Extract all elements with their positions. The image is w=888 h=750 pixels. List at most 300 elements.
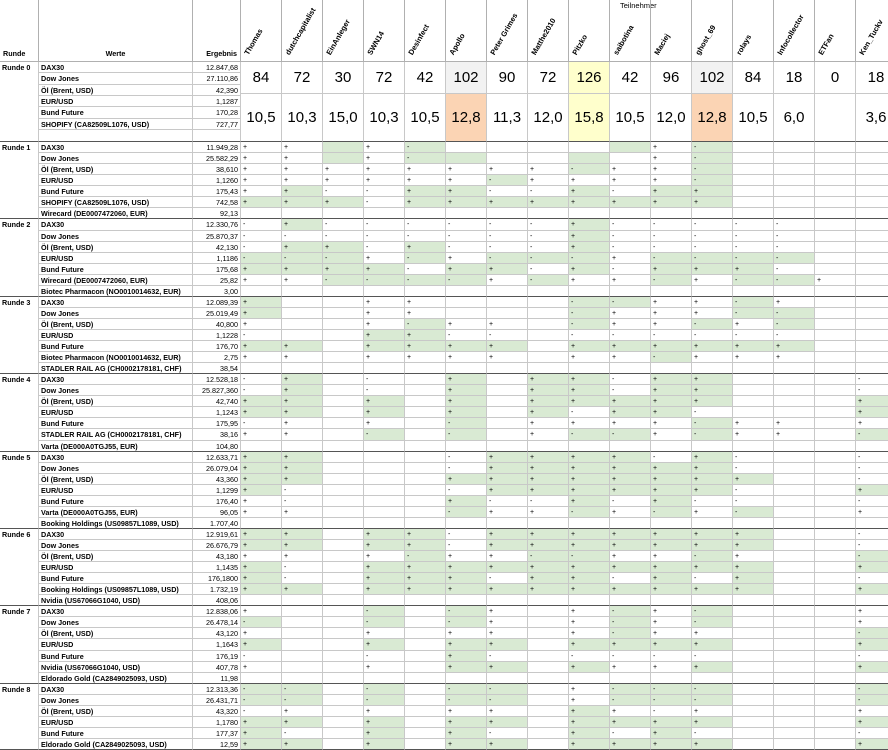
tip-cell[interactable]: - [651, 452, 692, 463]
points-cell[interactable]: 84 [241, 62, 282, 94]
tip-cell[interactable]: - [692, 695, 733, 706]
tip-cell[interactable] [487, 363, 528, 374]
tip-cell[interactable]: + [692, 628, 733, 639]
tip-cell[interactable] [774, 684, 815, 695]
tip-cell[interactable]: + [282, 385, 323, 396]
tip-cell[interactable]: + [651, 297, 692, 308]
werte-cell[interactable]: STADLER RAIL AG (CH0002178181, CHF) [39, 363, 193, 374]
tip-cell[interactable] [815, 363, 856, 374]
tip-cell[interactable] [815, 474, 856, 485]
tip-cell[interactable] [774, 186, 815, 197]
tip-cell[interactable]: + [815, 275, 856, 286]
ergebnis-cell[interactable]: 12.633,71 [193, 452, 241, 463]
tip-cell[interactable]: - [856, 429, 888, 440]
tip-cell[interactable] [733, 717, 774, 728]
tip-cell[interactable]: + [569, 186, 610, 197]
tip-cell[interactable]: - [569, 319, 610, 330]
tip-cell[interactable]: + [487, 319, 528, 330]
ergebnis-cell[interactable]: 43,180 [193, 551, 241, 562]
tip-cell[interactable]: + [528, 385, 569, 396]
tip-cell[interactable]: + [364, 628, 405, 639]
tip-cell[interactable]: - [487, 242, 528, 253]
tip-cell[interactable] [241, 208, 282, 219]
tip-cell[interactable] [733, 628, 774, 639]
tip-cell[interactable] [487, 407, 528, 418]
tip-cell[interactable]: + [528, 175, 569, 186]
tip-cell[interactable] [364, 507, 405, 518]
tip-cell[interactable]: + [282, 164, 323, 175]
tip-cell[interactable] [282, 297, 323, 308]
tip-cell[interactable] [733, 706, 774, 717]
ergebnis-cell[interactable]: 42,390 [193, 85, 241, 96]
tip-cell[interactable] [528, 706, 569, 717]
tip-cell[interactable]: + [610, 662, 651, 673]
tip-cell[interactable]: + [446, 651, 487, 662]
tip-cell[interactable] [815, 352, 856, 363]
ergebnis-cell[interactable]: 27.110,86 [193, 73, 241, 84]
tip-cell[interactable]: - [282, 496, 323, 507]
tip-cell[interactable]: + [569, 341, 610, 352]
average-cell[interactable]: 12,8 [692, 94, 733, 142]
tip-cell[interactable]: - [364, 617, 405, 628]
tip-cell[interactable] [815, 540, 856, 551]
tip-cell[interactable]: + [282, 584, 323, 595]
tip-cell[interactable]: + [487, 264, 528, 275]
tip-cell[interactable] [856, 330, 888, 341]
tip-cell[interactable]: - [528, 551, 569, 562]
tip-cell[interactable]: + [569, 684, 610, 695]
tip-cell[interactable] [405, 418, 446, 429]
tip-cell[interactable]: + [692, 485, 733, 496]
tip-cell[interactable] [528, 728, 569, 739]
tip-cell[interactable] [323, 396, 364, 407]
werte-cell[interactable]: Dow Jones [39, 231, 193, 242]
tip-cell[interactable]: - [692, 153, 733, 164]
tip-cell[interactable]: + [528, 407, 569, 418]
tip-cell[interactable]: - [446, 540, 487, 551]
tip-cell[interactable]: + [446, 551, 487, 562]
tip-cell[interactable] [774, 739, 815, 750]
tip-cell[interactable] [733, 651, 774, 662]
tip-cell[interactable]: + [856, 507, 888, 518]
tip-cell[interactable]: + [282, 418, 323, 429]
tip-cell[interactable]: - [610, 231, 651, 242]
tip-cell[interactable]: - [733, 485, 774, 496]
tip-cell[interactable]: + [364, 407, 405, 418]
tip-cell[interactable]: + [856, 617, 888, 628]
tip-cell[interactable]: - [241, 385, 282, 396]
participant-header-cell[interactable] [815, 0, 856, 62]
tip-cell[interactable]: - [692, 573, 733, 584]
points-cell[interactable]: 84 [733, 62, 774, 94]
tip-cell[interactable] [856, 219, 888, 230]
tip-cell[interactable] [774, 606, 815, 617]
tip-cell[interactable]: + [733, 584, 774, 595]
tip-cell[interactable] [692, 208, 733, 219]
ergebnis-cell[interactable]: 176,40 [193, 496, 241, 507]
tip-cell[interactable] [856, 153, 888, 164]
tip-cell[interactable]: + [569, 662, 610, 673]
tip-cell[interactable] [815, 584, 856, 595]
tip-cell[interactable] [651, 286, 692, 297]
tip-cell[interactable] [241, 441, 282, 452]
tip-cell[interactable] [487, 429, 528, 440]
tip-cell[interactable]: + [241, 628, 282, 639]
tip-cell[interactable]: - [364, 242, 405, 253]
werte-cell[interactable]: Varta (DE000A0TGJ55, EUR) [39, 507, 193, 518]
tip-cell[interactable]: - [733, 275, 774, 286]
tip-cell[interactable]: + [487, 617, 528, 628]
tip-cell[interactable]: + [610, 418, 651, 429]
tip-cell[interactable]: + [528, 452, 569, 463]
tip-cell[interactable]: - [569, 429, 610, 440]
tip-cell[interactable]: + [405, 529, 446, 540]
participant-header-cell[interactable] [651, 0, 692, 62]
points-cell[interactable]: 90 [487, 62, 528, 94]
tip-cell[interactable]: + [774, 418, 815, 429]
tip-cell[interactable] [323, 706, 364, 717]
tip-cell[interactable] [815, 164, 856, 175]
tip-cell[interactable] [774, 728, 815, 739]
tip-cell[interactable]: - [610, 496, 651, 507]
tip-cell[interactable]: - [241, 418, 282, 429]
tip-cell[interactable]: + [487, 540, 528, 551]
tip-cell[interactable] [856, 142, 888, 153]
tip-cell[interactable] [405, 595, 446, 606]
tip-cell[interactable]: - [569, 297, 610, 308]
tip-cell[interactable] [856, 518, 888, 529]
tip-cell[interactable] [323, 319, 364, 330]
tip-cell[interactable]: + [569, 706, 610, 717]
tip-cell[interactable] [815, 606, 856, 617]
tip-cell[interactable] [651, 595, 692, 606]
tip-cell[interactable]: - [651, 253, 692, 264]
tip-cell[interactable]: + [692, 463, 733, 474]
tip-cell[interactable]: + [651, 385, 692, 396]
tip-cell[interactable] [774, 463, 815, 474]
tip-cell[interactable]: + [610, 474, 651, 485]
tip-cell[interactable]: - [487, 695, 528, 706]
tip-cell[interactable]: + [487, 275, 528, 286]
tip-cell[interactable] [815, 452, 856, 463]
tip-cell[interactable] [323, 684, 364, 695]
tip-cell[interactable] [405, 429, 446, 440]
tip-cell[interactable]: - [323, 219, 364, 230]
tip-cell[interactable]: + [856, 562, 888, 573]
tip-cell[interactable] [733, 385, 774, 396]
tip-cell[interactable] [774, 662, 815, 673]
tip-cell[interactable] [528, 341, 569, 352]
werte-cell[interactable]: Dow Jones [39, 463, 193, 474]
tip-cell[interactable]: - [610, 330, 651, 341]
average-cell[interactable]: 10,5 [405, 94, 446, 142]
tip-cell[interactable]: + [651, 628, 692, 639]
participant-header-cell[interactable] [610, 0, 651, 62]
tip-cell[interactable] [282, 617, 323, 628]
tip-cell[interactable]: - [651, 684, 692, 695]
tip-cell[interactable]: + [241, 639, 282, 650]
tip-cell[interactable]: - [282, 253, 323, 264]
tip-cell[interactable] [405, 684, 446, 695]
participant-header-cell[interactable] [446, 0, 487, 62]
tip-cell[interactable]: - [405, 231, 446, 242]
tip-cell[interactable]: + [446, 739, 487, 750]
tip-cell[interactable]: - [651, 352, 692, 363]
tip-cell[interactable]: + [569, 617, 610, 628]
tip-cell[interactable] [815, 628, 856, 639]
tip-cell[interactable]: - [446, 684, 487, 695]
tip-cell[interactable]: + [405, 352, 446, 363]
tip-cell[interactable]: + [856, 662, 888, 673]
tip-cell[interactable] [323, 529, 364, 540]
tip-cell[interactable] [733, 164, 774, 175]
participant-header-cell[interactable] [856, 0, 888, 62]
tip-cell[interactable]: + [528, 396, 569, 407]
tip-cell[interactable]: + [569, 275, 610, 286]
tip-cell[interactable]: - [323, 253, 364, 264]
tip-cell[interactable] [774, 518, 815, 529]
ergebnis-cell[interactable]: 175,43 [193, 186, 241, 197]
werte-cell[interactable]: EUR/USD [39, 485, 193, 496]
tip-cell[interactable]: - [692, 684, 733, 695]
tip-cell[interactable] [856, 286, 888, 297]
tip-cell[interactable]: + [364, 717, 405, 728]
tip-cell[interactable]: - [651, 507, 692, 518]
tip-cell[interactable]: + [282, 352, 323, 363]
tip-cell[interactable]: - [733, 330, 774, 341]
tip-cell[interactable]: - [610, 219, 651, 230]
tip-cell[interactable]: + [692, 639, 733, 650]
tip-cell[interactable]: + [282, 507, 323, 518]
tip-cell[interactable] [733, 639, 774, 650]
tip-cell[interactable]: - [528, 264, 569, 275]
ergebnis-cell[interactable]: 175,68 [193, 264, 241, 275]
tip-cell[interactable]: + [241, 606, 282, 617]
tip-cell[interactable] [815, 639, 856, 650]
tip-cell[interactable] [856, 595, 888, 606]
tip-cell[interactable]: + [446, 662, 487, 673]
tip-cell[interactable]: + [610, 584, 651, 595]
tip-cell[interactable] [651, 441, 692, 452]
tip-cell[interactable]: + [241, 562, 282, 573]
tip-cell[interactable] [774, 474, 815, 485]
tip-cell[interactable]: + [651, 142, 692, 153]
tip-cell[interactable]: + [692, 452, 733, 463]
tip-cell[interactable]: + [651, 562, 692, 573]
tip-cell[interactable]: + [651, 540, 692, 551]
tip-cell[interactable]: - [487, 219, 528, 230]
tip-cell[interactable]: + [241, 396, 282, 407]
tip-cell[interactable] [323, 341, 364, 352]
tip-cell[interactable]: - [856, 463, 888, 474]
tip-cell[interactable] [364, 474, 405, 485]
tip-cell[interactable]: + [446, 562, 487, 573]
tip-cell[interactable]: + [651, 429, 692, 440]
tip-cell[interactable] [733, 728, 774, 739]
werte-cell[interactable]: Dow Jones [39, 73, 193, 84]
ergebnis-cell[interactable]: 407,78 [193, 662, 241, 673]
tip-cell[interactable]: + [856, 396, 888, 407]
tip-cell[interactable]: - [651, 242, 692, 253]
tip-cell[interactable] [569, 286, 610, 297]
points-cell[interactable]: 102 [446, 62, 487, 94]
tip-cell[interactable] [815, 418, 856, 429]
tip-cell[interactable]: - [528, 242, 569, 253]
tip-cell[interactable]: + [364, 175, 405, 186]
tip-cell[interactable]: - [241, 219, 282, 230]
tip-cell[interactable]: + [282, 529, 323, 540]
tip-cell[interactable] [405, 651, 446, 662]
tip-cell[interactable]: - [528, 275, 569, 286]
tip-cell[interactable] [405, 518, 446, 529]
tip-cell[interactable] [446, 308, 487, 319]
tip-cell[interactable] [733, 617, 774, 628]
tip-cell[interactable]: - [733, 219, 774, 230]
tip-cell[interactable]: - [692, 606, 733, 617]
ergebnis-cell[interactable]: 408,06 [193, 595, 241, 606]
werte-cell[interactable]: EUR/USD [39, 562, 193, 573]
tip-cell[interactable] [528, 739, 569, 750]
tip-cell[interactable]: + [569, 463, 610, 474]
werte-cell[interactable]: EUR/USD [39, 407, 193, 418]
tip-cell[interactable] [815, 706, 856, 717]
tip-cell[interactable]: - [733, 231, 774, 242]
tip-cell[interactable]: - [733, 253, 774, 264]
tip-cell[interactable] [774, 208, 815, 219]
tip-cell[interactable] [610, 673, 651, 684]
participant-header-cell[interactable] [323, 0, 364, 62]
ergebnis-cell[interactable]: 25.870,37 [193, 231, 241, 242]
ergebnis-cell[interactable]: 742,58 [193, 197, 241, 208]
tip-cell[interactable]: + [241, 584, 282, 595]
tip-cell[interactable]: - [569, 164, 610, 175]
tip-cell[interactable]: + [282, 341, 323, 352]
werte-cell[interactable]: EUR/USD [39, 639, 193, 650]
tip-cell[interactable] [569, 673, 610, 684]
tip-cell[interactable] [733, 595, 774, 606]
tip-cell[interactable]: + [282, 264, 323, 275]
werte-cell[interactable]: Bund Future [39, 728, 193, 739]
tip-cell[interactable]: + [364, 662, 405, 673]
tip-cell[interactable]: + [610, 639, 651, 650]
tip-cell[interactable]: + [241, 186, 282, 197]
tip-cell[interactable]: + [405, 562, 446, 573]
tip-cell[interactable]: + [282, 142, 323, 153]
tip-cell[interactable]: + [446, 407, 487, 418]
tip-cell[interactable] [856, 352, 888, 363]
tip-cell[interactable]: + [364, 728, 405, 739]
tip-cell[interactable]: - [405, 219, 446, 230]
tip-cell[interactable]: - [651, 330, 692, 341]
tip-cell[interactable]: + [446, 396, 487, 407]
tip-cell[interactable]: + [569, 739, 610, 750]
tip-cell[interactable]: + [692, 341, 733, 352]
tip-cell[interactable]: + [569, 496, 610, 507]
tip-cell[interactable]: + [692, 739, 733, 750]
tip-cell[interactable]: - [774, 308, 815, 319]
ergebnis-cell[interactable]: 1,1186 [193, 253, 241, 264]
tip-cell[interactable]: + [528, 507, 569, 518]
tip-cell[interactable]: + [651, 153, 692, 164]
tip-cell[interactable]: + [610, 739, 651, 750]
tip-cell[interactable]: - [692, 219, 733, 230]
tip-cell[interactable] [528, 617, 569, 628]
werte-cell[interactable]: Booking Holdings (US09857L1089, USD) [39, 584, 193, 595]
werte-cell[interactable] [39, 130, 193, 142]
tip-cell[interactable]: + [569, 385, 610, 396]
tip-cell[interactable] [282, 628, 323, 639]
ergebnis-cell[interactable]: 42,130 [193, 242, 241, 253]
tip-cell[interactable]: + [282, 463, 323, 474]
tip-cell[interactable]: - [692, 253, 733, 264]
tip-cell[interactable] [528, 695, 569, 706]
tip-cell[interactable] [446, 673, 487, 684]
tip-cell[interactable]: - [364, 231, 405, 242]
tip-cell[interactable]: - [405, 264, 446, 275]
average-cell[interactable]: 10,3 [282, 94, 323, 142]
tip-cell[interactable]: - [692, 418, 733, 429]
ergebnis-cell[interactable]: 2,75 [193, 352, 241, 363]
tip-cell[interactable]: + [651, 175, 692, 186]
tip-cell[interactable]: + [733, 562, 774, 573]
tip-cell[interactable] [815, 308, 856, 319]
tip-cell[interactable]: + [446, 352, 487, 363]
tip-cell[interactable]: - [364, 385, 405, 396]
ergebnis-cell[interactable]: 12.089,39 [193, 297, 241, 308]
tip-cell[interactable]: - [446, 463, 487, 474]
tip-cell[interactable]: - [241, 253, 282, 264]
tip-cell[interactable] [528, 286, 569, 297]
tip-cell[interactable] [733, 208, 774, 219]
tip-cell[interactable]: + [364, 330, 405, 341]
tip-cell[interactable]: + [569, 606, 610, 617]
tip-cell[interactable]: + [405, 164, 446, 175]
tip-cell[interactable] [282, 662, 323, 673]
tip-cell[interactable] [733, 286, 774, 297]
tip-cell[interactable] [528, 651, 569, 662]
tip-cell[interactable]: + [610, 717, 651, 728]
tip-cell[interactable]: + [569, 396, 610, 407]
tip-cell[interactable] [405, 639, 446, 650]
tip-cell[interactable] [733, 153, 774, 164]
ergebnis-cell[interactable]: 26.676,79 [193, 540, 241, 551]
tip-cell[interactable]: + [651, 407, 692, 418]
tip-cell[interactable] [774, 396, 815, 407]
tip-cell[interactable] [733, 739, 774, 750]
tip-cell[interactable] [323, 573, 364, 584]
tip-cell[interactable]: + [856, 606, 888, 617]
tip-cell[interactable] [528, 518, 569, 529]
tip-cell[interactable]: + [651, 319, 692, 330]
tip-cell[interactable]: + [241, 485, 282, 496]
tip-cell[interactable]: + [241, 474, 282, 485]
tip-cell[interactable] [405, 441, 446, 452]
tip-cell[interactable]: + [487, 706, 528, 717]
tip-cell[interactable]: - [241, 231, 282, 242]
points-cell[interactable]: 18 [856, 62, 888, 94]
tip-cell[interactable]: - [733, 242, 774, 253]
tip-cell[interactable] [487, 396, 528, 407]
tip-cell[interactable]: + [241, 507, 282, 518]
tip-cell[interactable]: - [610, 606, 651, 617]
tip-cell[interactable] [733, 374, 774, 385]
tip-cell[interactable] [815, 463, 856, 474]
tip-cell[interactable]: - [487, 496, 528, 507]
tip-cell[interactable]: + [856, 739, 888, 750]
tip-cell[interactable]: - [528, 253, 569, 264]
participant-header-cell[interactable] [692, 0, 733, 62]
tip-cell[interactable] [487, 374, 528, 385]
